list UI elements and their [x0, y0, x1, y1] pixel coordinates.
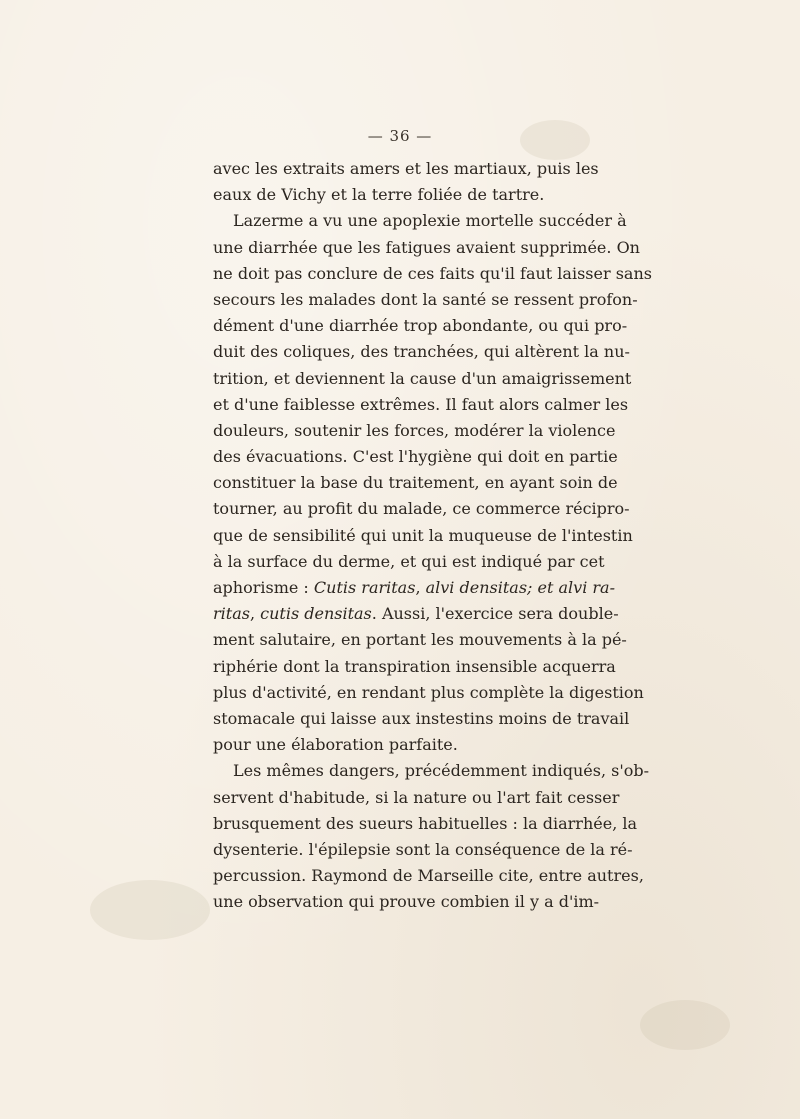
text-line [213, 601, 619, 627]
paper-stain [640, 1000, 730, 1050]
text-line: riphérie dont la transpiration insensible acquerra [213, 656, 616, 676]
text-line: servent d'habitude, si la nature ou l'art fait cesser [213, 787, 620, 807]
text-line: brusquement des sueurs habituelles : la diarrhée, la [213, 813, 638, 833]
text-line: à la surface du derme, et qui est indiqué par cet [213, 551, 605, 571]
text-line: constituer la base du traitement, en ayant soin de [213, 473, 618, 493]
text-line: trition, et deviennent la cause d'un amaigrissement [213, 368, 632, 388]
text-line: des évacuations. C'est l'hygiène qui doit en partie [213, 447, 618, 467]
text-span: aphorisme : [213, 578, 314, 597]
paper-stain [90, 880, 210, 940]
text-line: plus d'activité, en rendant plus complète la digestion [213, 682, 644, 702]
text-span: , [415, 578, 426, 597]
text-line: une diarrhée que les fatigues avaient supprimée. On [213, 237, 640, 257]
text-line [213, 575, 615, 601]
italic-phrase: cutis densitas [260, 604, 372, 624]
text-line: duit des coliques, des tranchées, qui altèrent la nu- [213, 342, 630, 362]
text-line: pour une élaboration parfaite. [213, 735, 458, 755]
text-line: dément d'une diarrhée trop abondante, ou qui pro- [213, 316, 628, 336]
text-line: secours les malades dont la santé se ressent profon- [213, 289, 638, 309]
body-text [213, 156, 652, 915]
text-line: Lazerme a vu une apoplexie mortelle succéder à [233, 211, 627, 231]
text-line: tourner, au profit du malade, ce commerce récipro- [213, 499, 630, 519]
text-line: eaux de Vichy et la terre foliée de tartre. [213, 185, 545, 205]
text-line: douleurs, soutenir les forces, modérer la violence [213, 420, 616, 440]
text-line: ment salutaire, en portant les mouvements à la pé- [213, 630, 627, 650]
italic-phrase: Cutis raritas [313, 578, 416, 597]
italic-phrase: alvi densitas; et alvi ra- [425, 578, 615, 597]
text-line: percussion. Raymond de Marseille cite, entre autres, [213, 866, 644, 886]
text-line: ne doit pas conclure de ces faits qu'il faut laisser sans [213, 263, 652, 283]
text-line: dysenterie. l'épilepsie sont la conséquence de la ré- [213, 839, 633, 859]
text-line: et d'une faiblesse extrêmes. Il faut alors calmer les [213, 394, 629, 414]
page-number: — 36 — [367, 127, 433, 145]
text-line: stomacale qui laisse aux instestins moins de travail [213, 708, 630, 728]
text-span: . Aussi, l'exercice sera double- [371, 604, 619, 624]
italic-phrase: ritas [213, 604, 250, 624]
text-span: , [249, 604, 261, 624]
text-line: avec les extraits amers et les martiaux, puis les [213, 159, 599, 178]
text-line: Les mêmes dangers, précédemment indiqués, s'ob- [233, 761, 649, 781]
text-line: une observation qui prouve combien il y a d'im- [213, 892, 600, 912]
text-line: que de sensibilité qui unit la muqueuse de l'intestin [213, 525, 633, 545]
